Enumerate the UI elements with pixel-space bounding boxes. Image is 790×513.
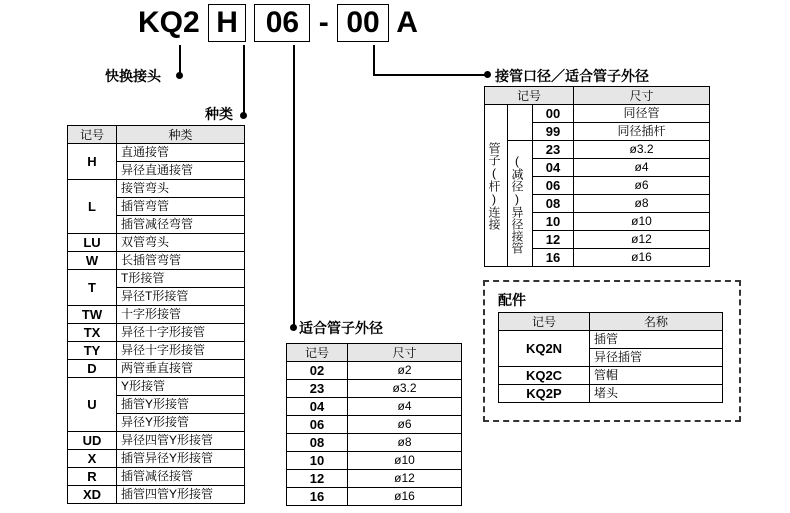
code-cell: 06 xyxy=(287,416,348,434)
table-header: 记号 xyxy=(287,344,348,362)
table-row xyxy=(68,306,245,324)
label-quick: 快换接头 xyxy=(105,68,161,84)
code-cell: 04 xyxy=(533,159,574,177)
value-cell: 接管弯头 xyxy=(117,180,245,198)
code-cell: 99 xyxy=(533,123,574,141)
side-label-2: (减径)异径接管 xyxy=(510,153,524,254)
value-cell: 两管垂直接管 xyxy=(117,360,245,378)
code-cell: UD xyxy=(68,432,117,450)
model-type: H xyxy=(208,4,246,42)
size-cell: ø4 xyxy=(348,398,462,416)
code-cell: XD xyxy=(68,486,117,504)
code-cell: 12 xyxy=(533,231,574,249)
table-row xyxy=(68,468,245,486)
size-cell: ø6 xyxy=(574,177,710,195)
code-cell: U xyxy=(68,378,117,432)
size-cell: ø12 xyxy=(348,470,462,488)
size-cell: ø8 xyxy=(574,195,710,213)
code-cell: T xyxy=(68,270,117,306)
table-row xyxy=(68,378,245,396)
table-header: 尺寸 xyxy=(574,87,710,105)
table-row xyxy=(68,432,245,450)
table-row xyxy=(287,452,462,470)
type-table xyxy=(67,125,245,504)
value-cell: 插管减径弯管 xyxy=(117,216,245,234)
code-cell: TW xyxy=(68,306,117,324)
table-row xyxy=(68,234,245,252)
value-cell: 插管减径接管 xyxy=(117,468,245,486)
size-cell: ø16 xyxy=(348,488,462,506)
code-cell: H xyxy=(68,144,117,180)
code-cell: D xyxy=(68,360,117,378)
value-cell: 插管 xyxy=(590,331,723,349)
label-tube-od: 适合管子外径 xyxy=(299,320,383,336)
table-row xyxy=(68,486,245,504)
model-prefix: KQ2 xyxy=(138,6,200,39)
value-cell: 直通接管 xyxy=(117,144,245,162)
value-cell: Y形接管 xyxy=(117,378,245,396)
size-cell: ø10 xyxy=(348,452,462,470)
table-header: 种类 xyxy=(117,126,245,144)
code-cell: 23 xyxy=(533,141,574,159)
value-cell: 异径T形接管 xyxy=(117,288,245,306)
table-row xyxy=(499,331,723,349)
value-cell: 双管弯头 xyxy=(117,234,245,252)
table-row xyxy=(485,105,710,123)
table-row xyxy=(499,385,723,403)
value-cell: 异径十字形接管 xyxy=(117,324,245,342)
tube-od-table xyxy=(286,343,462,506)
table-header: 记号 xyxy=(499,313,590,331)
value-cell: 插管Y形接管 xyxy=(117,396,245,414)
value-cell: 长插管弯管 xyxy=(117,252,245,270)
value-cell: 插管异径Y形接管 xyxy=(117,450,245,468)
table-row xyxy=(68,144,245,162)
table-row xyxy=(287,416,462,434)
code-cell: L xyxy=(68,180,117,234)
table-row xyxy=(499,367,723,385)
code-cell: 16 xyxy=(287,488,348,506)
table-header: 记号 xyxy=(485,87,574,105)
code-cell: LU xyxy=(68,234,117,252)
size-cell: 同径管 xyxy=(574,105,710,123)
code-cell: 16 xyxy=(533,249,574,267)
size-cell: ø16 xyxy=(574,249,710,267)
code-cell: W xyxy=(68,252,117,270)
code-cell: 06 xyxy=(533,177,574,195)
code-cell: TY xyxy=(68,342,117,360)
code-cell: 08 xyxy=(533,195,574,213)
value-cell: 异径插管 xyxy=(590,349,723,367)
size-cell: ø4 xyxy=(574,159,710,177)
model-port: 00 xyxy=(337,4,389,42)
label-port-od: 接管口径／适合管子外径 xyxy=(495,68,649,84)
model-code: KQ2 H 06 - 00 A xyxy=(138,4,418,42)
code-cell: 23 xyxy=(287,380,348,398)
table-row xyxy=(287,380,462,398)
table-row xyxy=(68,252,245,270)
side-label-1: 管子(杆)连接 xyxy=(487,141,501,230)
value-cell: T形接管 xyxy=(117,270,245,288)
code-cell: KQ2C xyxy=(499,367,590,385)
code-cell: KQ2N xyxy=(499,331,590,367)
size-cell: ø12 xyxy=(574,231,710,249)
code-cell: 12 xyxy=(287,470,348,488)
table-row xyxy=(287,488,462,506)
value-cell: 插管四管Y形接管 xyxy=(117,486,245,504)
code-cell: 00 xyxy=(533,105,574,123)
code-cell: X xyxy=(68,450,117,468)
table-row xyxy=(68,270,245,288)
label-kind: 种类 xyxy=(205,106,233,122)
value-cell: 十字形接管 xyxy=(117,306,245,324)
size-cell: 同径插杆 xyxy=(574,123,710,141)
size-cell: ø10 xyxy=(574,213,710,231)
code-cell: R xyxy=(68,468,117,486)
value-cell: 插管弯管 xyxy=(117,198,245,216)
table-row xyxy=(287,398,462,416)
size-cell: ø2 xyxy=(348,362,462,380)
table-row xyxy=(287,362,462,380)
value-cell: 异径十字形接管 xyxy=(117,342,245,360)
code-cell: 08 xyxy=(287,434,348,452)
table-header: 记号 xyxy=(68,126,117,144)
parts-table xyxy=(498,312,723,403)
code-cell: 02 xyxy=(287,362,348,380)
size-cell: ø8 xyxy=(348,434,462,452)
size-cell: ø6 xyxy=(348,416,462,434)
value-cell: 异径四管Y形接管 xyxy=(117,432,245,450)
port-table xyxy=(484,86,710,267)
table-row xyxy=(485,141,710,159)
value-cell: 异径Y形接管 xyxy=(117,414,245,432)
code-cell: 10 xyxy=(533,213,574,231)
code-cell: KQ2P xyxy=(499,385,590,403)
table-row xyxy=(68,450,245,468)
size-cell: ø3.2 xyxy=(348,380,462,398)
table-row xyxy=(68,180,245,198)
table-row xyxy=(68,324,245,342)
value-cell: 堵头 xyxy=(590,385,723,403)
table-header: 尺寸 xyxy=(348,344,462,362)
table-row xyxy=(68,360,245,378)
table-row xyxy=(287,470,462,488)
code-cell: 10 xyxy=(287,452,348,470)
table-row xyxy=(68,342,245,360)
code-cell: 04 xyxy=(287,398,348,416)
size-cell: ø3.2 xyxy=(574,141,710,159)
table-row xyxy=(287,434,462,452)
label-parts: 配件 xyxy=(498,292,526,308)
value-cell: 异径直通接管 xyxy=(117,162,245,180)
code-cell: TX xyxy=(68,324,117,342)
value-cell: 管帽 xyxy=(590,367,723,385)
model-suffix: A xyxy=(396,6,418,39)
model-tube: 06 xyxy=(254,4,310,42)
table-header: 名称 xyxy=(590,313,723,331)
